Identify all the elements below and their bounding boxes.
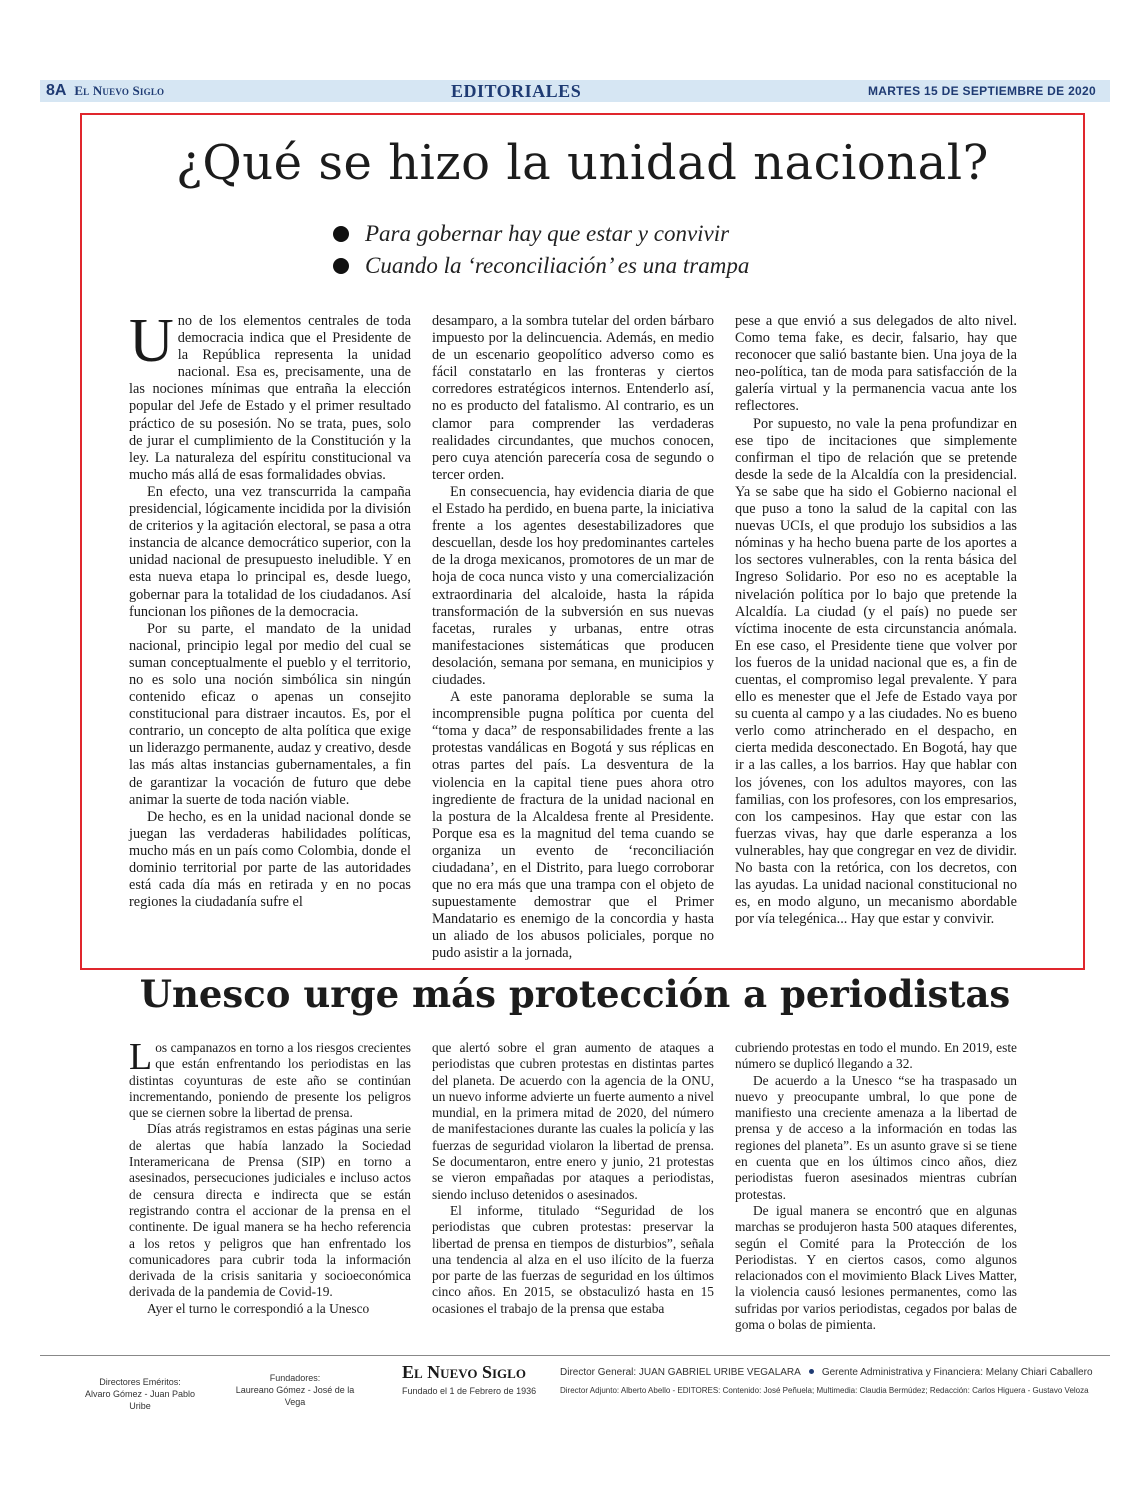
editorial-column-1	[129, 307, 411, 963]
page-number	[46, 82, 164, 100]
founders-label: Fundadores:	[269, 1373, 321, 1383]
second-article-body	[129, 1036, 1018, 1333]
paragraph-text: os campanazos en torno a los riesgos crecientes que están enfrentando los periodistas en las distintas coyunturas de este año se continúan incrementando, poniendo de presente los peligros que se ciernen sobre la libertad de prensa.	[129, 1040, 411, 1121]
editorial-column-2	[432, 313, 714, 963]
publication-name: El Nuevo Siglo	[74, 83, 165, 98]
editors-line: Director Adjunto: Alberto Abello - EDITORES: Contenido: José Peñuela; Multimedia: Claudia Bermúdez; Redacción: Carlos Higuera - Gustavo Veloza	[560, 1386, 1089, 1395]
bullet-icon	[333, 226, 349, 242]
deck-text: Para gobernar hay que estar y convivir	[365, 221, 730, 246]
paragraph: Días atrás registramos en estas páginas una serie de alertas que había lanzado la Sociedad Interamericana de Prensa (SIP) en torno a asesinados, persecuciones judiciales e incluso actos de censura directa e indirecta que se están registrando contra el accionar de la prensa en el continente. De igual manera se ha hecho referencia a los retos y peligros que han enfrentado los comunicadores para cubrir toda la información derivada de la crisis sanitaria y socioeconómica derivada de la pandemia de Covid-19.	[129, 1121, 411, 1300]
paragraph: Ayer el turno le correspondió a la Unesco	[147, 1300, 370, 1316]
director-line	[560, 1366, 1093, 1380]
founders-block	[230, 1372, 360, 1408]
bullet-icon	[333, 258, 349, 274]
paragraph: De igual manera se encontró que en algunas marchas se produjeron hasta 500 ataques diferentes, según el Comité para la Protección de los Periodistas. Y en ciertos casos, como algunos relacionados con el movimiento Black Lives Matter, la violencia causó lesiones permanentes, como las sufridas por varios periodistas, cegados por balas de goma o bolas de pimienta.	[735, 1202, 1017, 1333]
page-header	[40, 80, 1110, 102]
paragraph: desamparo, a la sombra tutelar del orden bárbaro impuesto por la delincuencia. Además, en medio de un escenario geopolítico adverso como es fácil constatarlo en las fronteras y ciertos corredores estratégicos internos. Entenderlo así, no es producto del fatalismo. Al contrario, es un clamor para comprender las verdaderas realidades circundantes, que muchos conocen, pero cuya atención parecería cosa de segundo o tercer orden.	[432, 313, 714, 483]
masthead-footer	[40, 1360, 1110, 1410]
paragraph: En efecto, una vez transcurrida la campaña presidencial, lógicamente incidida por la división de criterios y la agitación electoral, se pasa a otra instancia de alcance democrático superior, con la unidad nacional de presupuesto ineludible. Y en esta nueva etapa lo principal es, desde luego, gobernar para la totalidad de los ciudadanos. Así funcionan los piñones de la democracia.	[129, 483, 411, 620]
emeriti-label: Directores Eméritos:	[99, 1377, 181, 1387]
editorial-column-3	[735, 313, 1017, 963]
editorial-headline: ¿Qué se hizo la unidad nacional?	[176, 135, 989, 191]
paragraph	[129, 1036, 411, 1121]
paragraph: Por su parte, el mandato de la unidad nacional, principio legal por medio del cual se suman conceptualmente el pueblo y el territorio, no es solo una noción simbólica sin ningún contenido eficaz o apenas un consejito constitucional para distraer incautos. Es, por el contrario, un concepto de alta política que exige un liderazgo permanente, audaz y creativo, desde las más altas instancias gubernamentales, a fin de garantizar la vocación de futuro que debe animar la suerte de toda nación viable.	[129, 620, 411, 808]
paragraph: El informe, titulado “Seguridad de los periodistas que cubren protestas: preservar la libertad de prensa en tiempos de disturbios”, señala una tendencia al alza en el uso ilícito de la fuerza por parte de las fuerzas de seguridad en los últimos cinco años. En 2015, se obstaculizó hasta en 15 ocasiones el trabajo de la prensa que estaba	[432, 1202, 714, 1316]
paragraph: que alertó sobre el gran aumento de ataques a periodistas que cubren protestas en distintas partes del planeta. De acuerdo con la agencia de la ONU, un nuevo informe advierte un fuerte aumento a nivel mundial, en la primera mitad de 2020, del número de manifestaciones durante las cuales la policía y las fuerzas de seguridad violaron la libertad de prensa. Se documentaron, entre enero y junio, 21 protestas se vieron empañadas por ataques a periodistas, siendo incluso detenidos o asesinados.	[432, 1040, 714, 1202]
second-column-3	[735, 1040, 1017, 1333]
drop-cap: L	[129, 1036, 153, 1078]
second-article-headline: Unesco urge más protección a periodistas	[139, 972, 1011, 1016]
founded-date: Fundado el 1 de Febrero de 1936	[402, 1386, 537, 1396]
second-column-1	[129, 1036, 411, 1333]
emeriti-names: Alvaro Gómez - Juan Pablo Uribe	[84, 1389, 196, 1411]
emeriti-block	[80, 1376, 200, 1412]
paragraph: En consecuencia, hay evidencia diaria de que el Estado ha perdido, en buena parte, la iniciativa frente a los agentes desestabilizadores que descuellan, desde los hoy predominantes carteles de la droga mexicanos, promotores de un mar de hoja de coca nunca visto y una comercialización extraordinaria del alcaloide, hasta la rápida transformación de la subversión en sus nuevas facetas, rurales y urbanas, entre otras manifestaciones sistemáticas que producen desolación, semana por semana, en municipios y ciudades.	[432, 483, 714, 688]
founders-names: Laureano Gómez - José de la Vega	[235, 1385, 355, 1407]
director-text: Director General: JUAN GABRIEL URIBE VEGALARA	[560, 1367, 801, 1378]
second-column-2	[432, 1040, 714, 1333]
section-name: EDITORIALES	[450, 80, 582, 101]
deck-text: Cuando la ‘reconciliación’ es una trampa	[365, 253, 750, 278]
page-number-text: 8A	[46, 82, 66, 99]
editorial-body	[129, 307, 1018, 963]
paragraph: De hecho, es en la unidad nacional donde se juegan las verdaderas habilidades políticas, mucho más en un país como Colombia, donde el dominio territorial por parte de las autoridades está cada día más en retirada y en no pocas regiones la ciudadanía sufre el	[129, 808, 411, 911]
drop-cap: U	[129, 307, 174, 375]
issue-date: MARTES 15 DE SEPTIEMBRE DE 2020	[867, 84, 1096, 98]
footer-divider	[40, 1355, 1110, 1356]
deck-item	[333, 218, 749, 250]
deck-item	[333, 250, 749, 282]
paragraph: Por supuesto, no vale la pena profundizar en ese tipo de incitaciones que simplemente confirman el tipo de relación que se pretende desde la sede de la Alcaldía con la presidencial. Ya se sabe que ha sido el Gobierno nacional el que puso a tono la salud de la capital con las nuevas UCIs, el que produjo los subsidios a las nóminas y ha hecho buena parte de los aportes a los sectores vulnerables, con la renta básica del Ingreso Solidario. Por eso no es aceptable la nivelación política por lo bajo que pretende la Alcaldía. La ciudad (y el país) no puede ser víctima inocente de esta circunstancia anómala. En ese caso, el Presidente tiene que volver por los fueros de la unidad nacional que es, a fin de cuentas, el compromiso legal prevalente. Y para ello es menester que el Jefe de Estado vaya por su cuenta al campo y a las ciudades. No es bueno verlo como atrincherado en el despacho, en cierta medida desconectado. En Bogotá, hay que ir a las calles, a los barrios. Hay que hablar con los jóvenes, con los adultos mayores, con las familias, con los profesores, con los empresarios, con los campesinos. Hay que estar con las fuerzas vivas, hay que darle esperanza a los vulnerables, hay que congregar en vez de dividir. No basta con la retórica, con los decretos, con las ayudas. La unidad nacional constitucional no es, en modo alguno, un mecanismo abordable por vía telegénica... Hay que estar y convivir.	[735, 415, 1017, 928]
paragraph: A este panorama deplorable se suma la incomprensible pugna política por cuenta del “toma y daca” de responsabilidades frente a las protestas vandálicas en Bogotá y sus réplicas en otras partes del país. La desventura de la violencia en la capital tiene pues ahora otro ingrediente de fractura de la unidad nacional en la postura de la Alcaldesa frente al Presidente. Porque esa es la magnitud del tema cuando se organiza un evento de ‘reconciliación ciudadana’, en el Distrito, para luego corroborar que no era más que una trampa con el objeto de supuestamente demostrar que el Primer Mandatario es enemigo de la concordia y hasta un aliado de los abusos policiales, porque no pudo asistir a la jornada,	[432, 689, 714, 962]
separator-dot-icon	[809, 1369, 814, 1374]
paragraph: cubriendo protestas en todo el mundo. En 2019, este número se duplicó llegando a 32.	[735, 1040, 1017, 1072]
paragraph: pese a que envió a sus delegados de alto nivel. Como tema fake, es decir, falsario, hay que reconocer que salió bastante bien. Una joya de la neo-política, tan de moda para satisfacción de la galería virtual y la permanencia vacua ante los reflectores.	[735, 313, 1017, 415]
paragraph	[129, 307, 411, 484]
paragraph-text: no de los elementos centrales de toda democracia indica que el Presidente de la República representa la unidad nacional. Esa es, precisamente, una de las nociones mínimas que entraña la elección popular del Jefe de Estado y el primer resultado práctico de su posesión. No se trata, pues, solo de jurar el cumplimiento de la Constitución y la ley. La naturaleza del espíritu constitucional va mucho más allá de esas formalidades obvias.	[129, 313, 411, 483]
editorial-decks	[333, 218, 749, 282]
manager-text: Gerente Administrativa y Financiera: Melany Chiari Caballero	[821, 1367, 1093, 1378]
paragraph: De acuerdo a la Unesco “se ha traspasado un nuevo y preocupante umbral, lo que pone de manifiesto una creciente amenaza a la libertad de prensa y de acceso a la información en todas las regiones del planeta”. Es un asunto grave si se tiene en cuenta que en los últimos cinco años, diez periodistas fueron asesinados mientras cubrían protestas.	[735, 1072, 1017, 1202]
footer-logo: El Nuevo Siglo	[402, 1362, 526, 1382]
